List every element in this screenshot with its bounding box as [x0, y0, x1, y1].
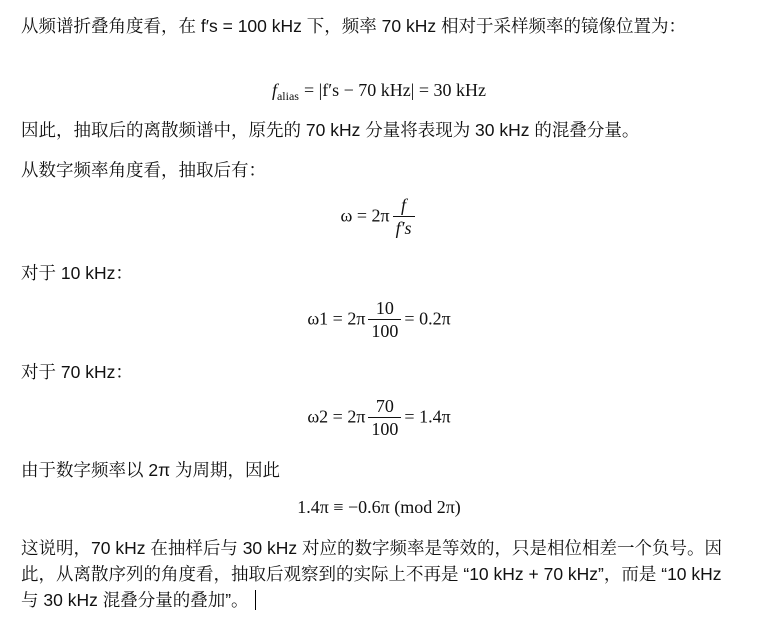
equation-congruence — [0, 497, 758, 518]
eq3-fraction — [368, 298, 401, 341]
eq1-lhs: f — [271, 80, 277, 100]
eq4-denominator: 100 — [371, 419, 399, 439]
eq2-numerator: f — [393, 195, 415, 217]
eq3-denominator: 100 — [371, 321, 399, 341]
paragraph-digital-frequency — [21, 157, 737, 183]
eq1-rhs: = |f′s − 70 kHz| = 30 kHz — [303, 80, 487, 100]
equation-omega1 — [0, 298, 758, 341]
eq4-fraction — [368, 396, 401, 439]
paragraph-10khz — [21, 260, 737, 286]
paragraph-spectrum-folding — [21, 13, 737, 39]
equation-omega2 — [0, 396, 758, 439]
eq2-denominator: f′s — [395, 218, 412, 238]
eq1-lhs-sub: alias — [276, 89, 299, 103]
equation-omega-definition — [0, 195, 758, 238]
p4-text: 对于 10 kHz： — [21, 263, 133, 283]
p2-text: 因此，抽取后的离散频谱中，原先的 70 kHz 分量将表现为 30 kHz 的混叠分量。 — [21, 120, 640, 140]
eq2-fraction — [393, 195, 415, 238]
equation-alias — [0, 80, 758, 104]
eq3-numerator: 10 — [368, 298, 401, 320]
eq4-rhs: = 1.4π — [404, 406, 451, 427]
paragraph-alias-result — [21, 117, 737, 143]
p3-text: 从数字频率角度看，抽取后有： — [21, 160, 266, 180]
eq3-rhs: = 0.2π — [404, 308, 451, 329]
text-cursor — [255, 590, 256, 610]
p5-text: 对于 70 kHz： — [21, 362, 133, 382]
p6-text: 由于数字频率以 2π 为周期，因此 — [21, 460, 281, 480]
eq3-lhs: ω1 = 2π — [307, 308, 366, 329]
paragraph-periodicity — [21, 457, 737, 483]
eq2-lhs: ω = 2π — [340, 205, 390, 226]
eq4-lhs: ω2 = 2π — [307, 406, 366, 427]
paragraph-70khz — [21, 359, 737, 385]
p1-text: 从频谱折叠角度看，在 f′s = 100 kHz 下，频率 70 kHz 相对于采样频率的镜像位置为： — [21, 16, 686, 36]
eq5-text: 1.4π ≡ −0.6π (mod 2π) — [297, 497, 461, 517]
eq4-numerator: 70 — [368, 396, 401, 418]
paragraph-conclusion[interactable] — [21, 535, 737, 613]
p7-text: 这说明，70 kHz 在抽样后与 30 kHz 对应的数字频率是等效的，只是相位相差一个负号。因此，从离散序列的角度看，抽取后观察到的实际上不再是 “10 kHz + 70 kHz”，而是 “10 kHz 与 30 kHz 混叠分量的叠加”。 — [21, 538, 723, 610]
